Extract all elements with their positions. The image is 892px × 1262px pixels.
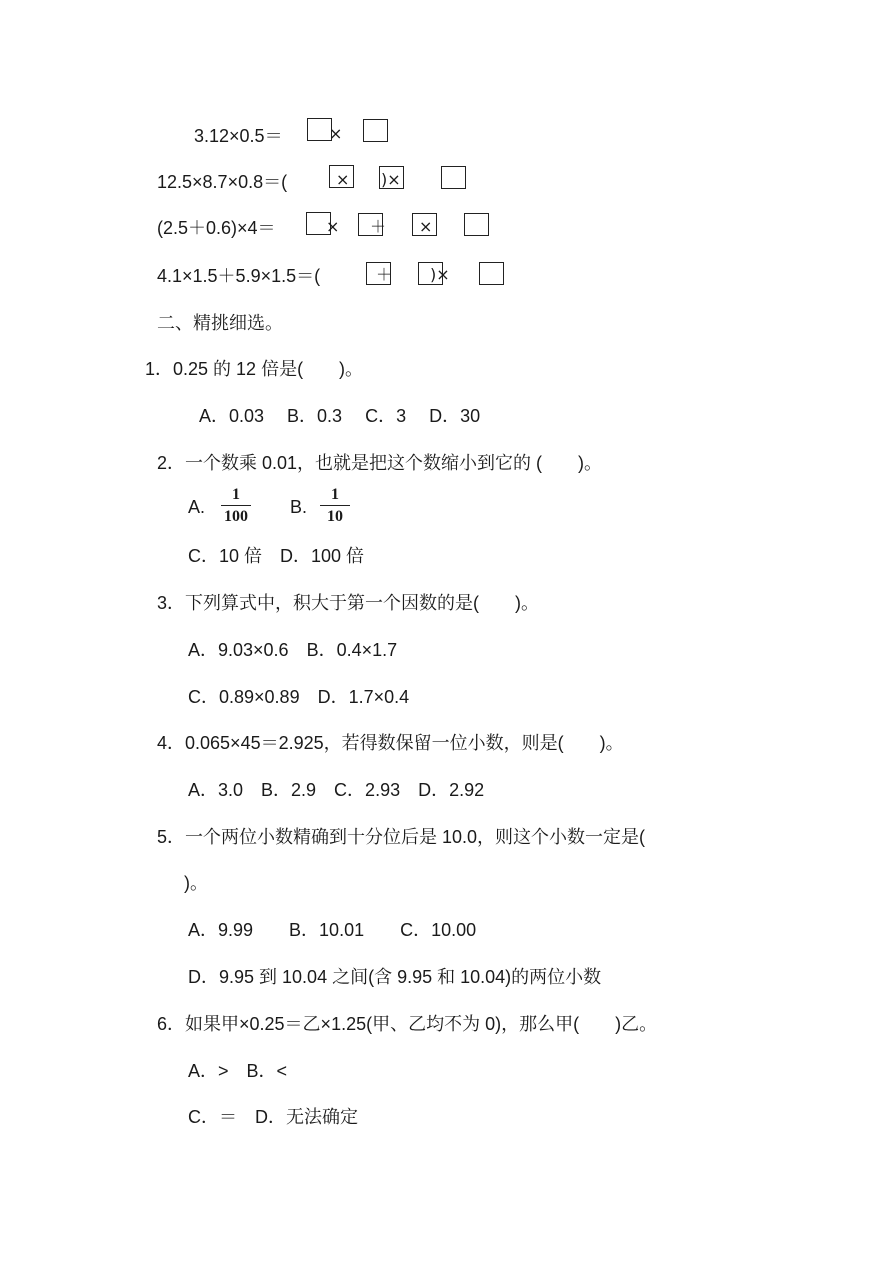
fraction-denominator: 10 (327, 508, 343, 525)
question-6-options-row1: A．> B．< (188, 1061, 288, 1081)
question-4-options: A．3.0 B．2.9 C．2.93 D．2.92 (188, 780, 485, 800)
times-sign: × (419, 217, 433, 236)
fill-row-4-expression: 4.1×1.5＋5.9×1.5＝( (157, 266, 321, 286)
fraction-bar (221, 505, 251, 506)
fraction-one-hundredth (219, 486, 253, 526)
question-2-stem: 2．一个数乘 0.01，也就是把这个数缩小到它的 ( )。 (157, 453, 603, 473)
answer-box-4c[interactable] (479, 262, 504, 285)
fraction-bar (320, 505, 350, 506)
times-sign: × (336, 170, 350, 189)
plus-sign: ＋ (376, 265, 393, 284)
fill-row-2-expression: 12.5×8.7×0.8＝( (157, 172, 288, 192)
answer-box-1b[interactable] (363, 119, 388, 142)
question-2-option-a-label: A. (188, 497, 206, 517)
plus-sign: ＋ (370, 217, 387, 236)
fraction-numerator: 1 (232, 486, 240, 503)
answer-box-3d[interactable] (464, 213, 489, 236)
times-sign: × (326, 217, 340, 236)
question-3-options-row1: A．9.03×0.6 B．0.4×1.7 (188, 640, 398, 660)
question-1-options: A．0.03 B．0.3 C．3 D．30 (199, 406, 481, 426)
question-3-options-row2: C．0.89×0.89 D．1.7×0.4 (188, 687, 410, 707)
question-3-stem: 3．下列算式中，积大于第一个因数的是( )。 (157, 593, 539, 613)
times-sign: × (329, 124, 343, 143)
question-1-stem: 1．0.25 的 12 倍是( )。 (145, 359, 364, 379)
question-2-option-b-label: B. (290, 497, 308, 517)
close-paren-times: )× (430, 265, 450, 284)
question-4-stem: 4．0.065×45＝2.925，若得数保留一位小数，则是( )。 (157, 733, 624, 753)
fill-row-1-expression: 3.12×0.5＝ (194, 126, 283, 146)
question-5-options-row2: D．9.95 到 10.04 之间(含 9.95 和 10.04)的两位小数 (188, 967, 602, 987)
close-paren-times: )× (381, 170, 401, 189)
question-2-options: C．10 倍 D．100 倍 (188, 546, 365, 566)
question-6-stem: 6．如果甲×0.25＝乙×1.25(甲、乙均不为 0)，那么甲( )乙。 (157, 1014, 658, 1034)
question-5-options-row1: A．9.99 B．10.01 C．10.00 (188, 920, 477, 940)
fraction-denominator: 100 (224, 508, 248, 525)
fraction-one-tenth (318, 486, 352, 526)
fill-row-3-expression: (2.5＋0.6)×4＝ (157, 218, 276, 238)
question-5-stem: 5．一个两位小数精确到十分位后是 10.0，则这个小数一定是( (157, 827, 646, 847)
fraction-numerator: 1 (331, 486, 339, 503)
question-6-options-row2: C．＝ D．无法确定 (188, 1107, 358, 1127)
question-5-stem-continued: )。 (184, 873, 208, 893)
answer-box-2c[interactable] (441, 166, 466, 189)
section-title: 二、精挑细选。 (157, 313, 283, 333)
